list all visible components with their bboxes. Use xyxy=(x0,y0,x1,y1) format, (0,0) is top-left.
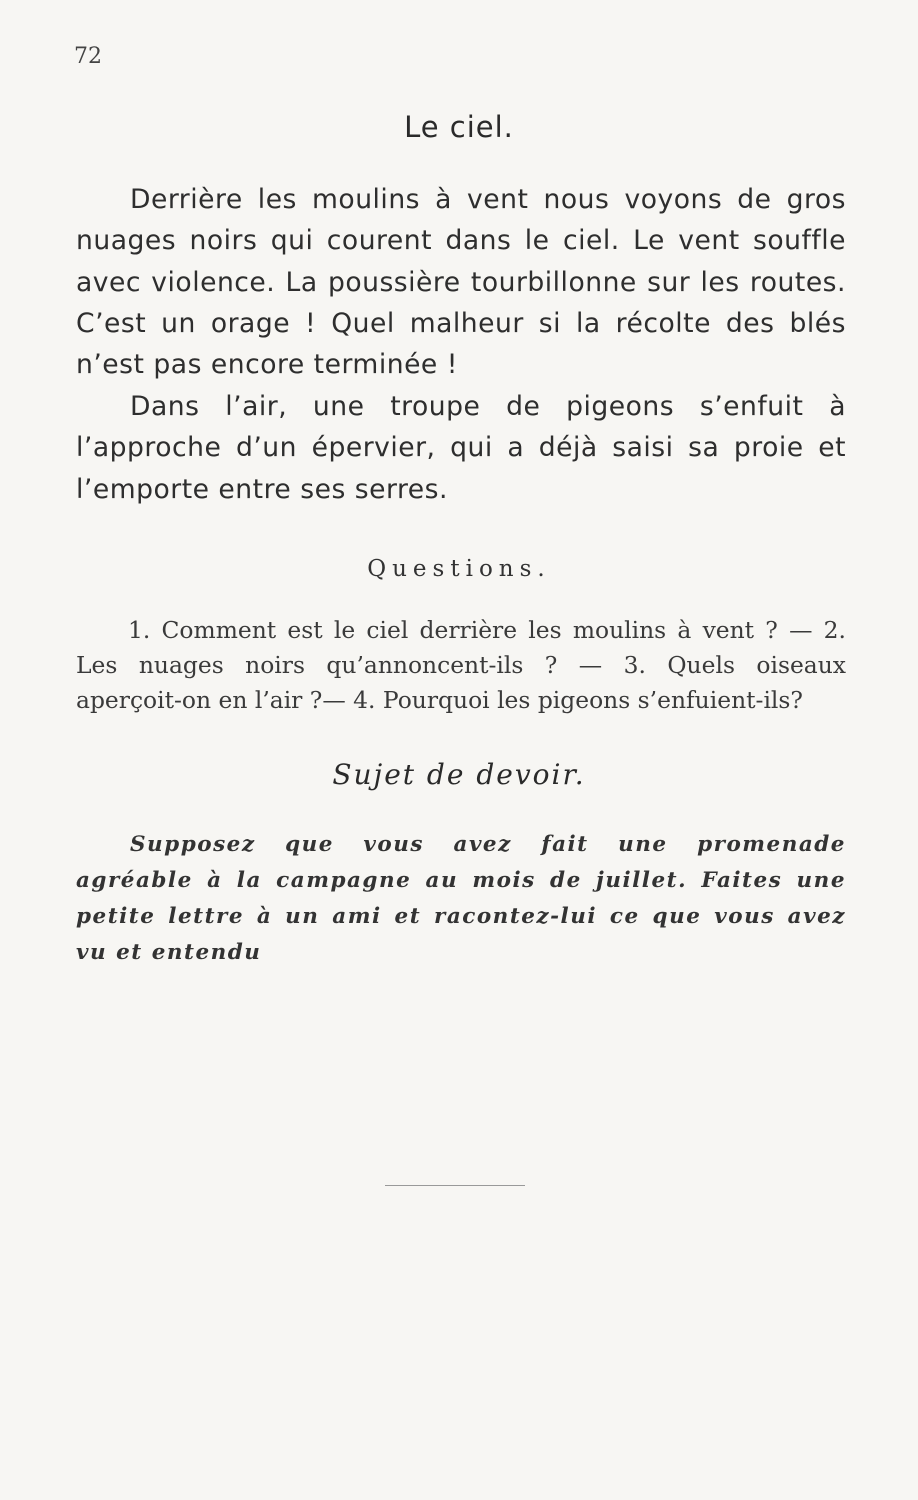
devoir-heading: Sujet de devoir. xyxy=(332,758,586,791)
questions-text: 1. Comment est le ciel derrière les moulins à vent ? — 2. Les nuages noirs qu’annoncent-ils ? — 3. Quels oiseaux aperçoit-on en l’air ?— 4. Pourquoi les pigeons s’enfuient-ils? xyxy=(76,616,846,714)
devoir-block xyxy=(76,827,846,971)
questions-block xyxy=(76,613,846,718)
devoir-text: Supposez que vous avez fait une promenade agréable à la campagne au mois de juillet. Faites une petite lettre à un ami et racontez-lui ce que vous avez vu et entendu xyxy=(76,832,846,965)
page-title: Le ciel. xyxy=(404,110,514,144)
reading-paragraph-2-text: Dans l’air, une troupe de pigeons s’enfuit à l’approche d’un épervier, qui a déjà saisi sa proie et l’emporte entre ses serres. xyxy=(76,391,846,505)
page-number: 72 xyxy=(74,44,102,69)
questions-heading: Questions. xyxy=(367,556,551,582)
reading-paragraph-2 xyxy=(76,386,846,510)
reading-paragraph-1 xyxy=(76,179,846,385)
reading-paragraph-1-text: Derrière les moulins à vent nous voyons de gros nuages noirs qui courent dans le ciel. Le vent souffle avec violence. La poussière tourbillonne sur les routes. C’est un orage ! Quel malheur si la récolte des blés n’est pas encore terminée ! xyxy=(76,184,846,381)
end-divider xyxy=(385,1185,525,1186)
